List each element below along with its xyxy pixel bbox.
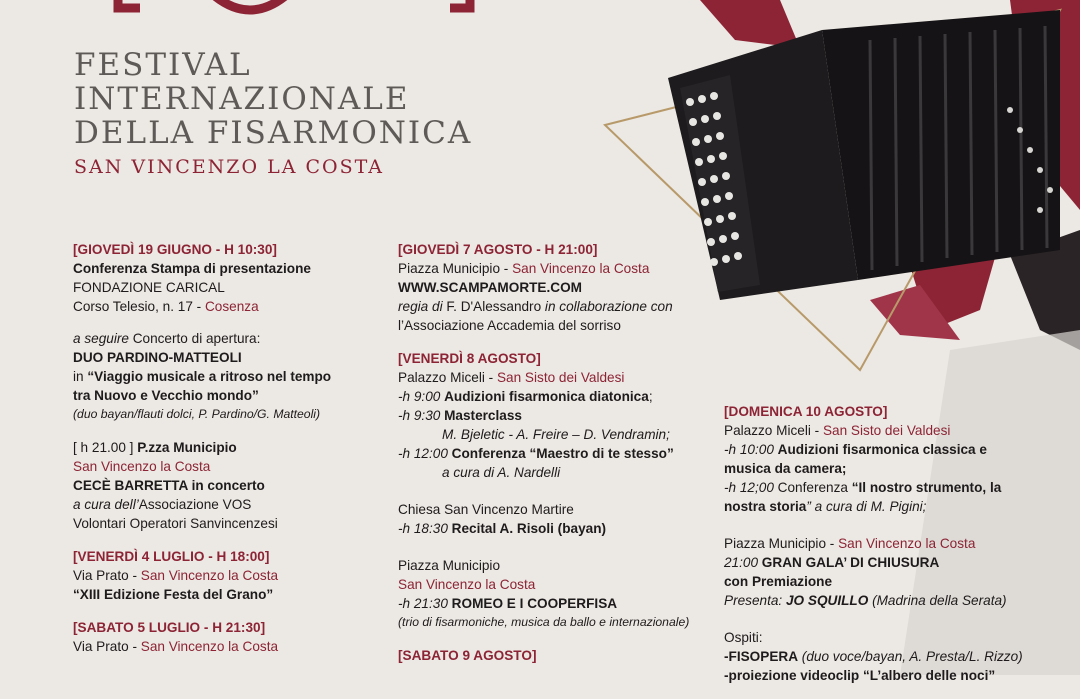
- event-date: [GIOVEDÌ 19 GIUGNO - H 10:30]: [73, 242, 277, 257]
- event-performer: CECÈ BARRETTA in concerto: [73, 478, 265, 493]
- event-town: San Vincenzo la Costa: [73, 459, 211, 474]
- event-19-giugno: [73, 240, 373, 424]
- event-guests: [724, 628, 1064, 685]
- event-note: (duo bayan/flauti dolci, P. Pardino/G. Matteoli): [73, 407, 321, 421]
- event-8-agosto-evening: [398, 556, 708, 632]
- festival-header: [74, 48, 472, 178]
- event-item: -h 10:00 Audizioni fisarmonica classica e: [724, 442, 987, 457]
- event-location: Palazzo Miceli - San Sisto dei Valdesi: [724, 423, 951, 438]
- event-item: -h 9:30 Masterclass: [398, 408, 522, 423]
- event-item: -h 18:30 Recital A. Risoli (bayan): [398, 521, 607, 536]
- event-town: San Vincenzo la Costa: [398, 577, 536, 592]
- event-date: [GIOVEDÌ 7 AGOSTO - H 21:00]: [398, 242, 598, 257]
- event-date: [DOMENICA 10 AGOSTO]: [724, 404, 888, 419]
- event-note: (trio di fisarmoniche, musica da ballo e internazionale): [398, 615, 690, 629]
- event-date: [SABATO 9 AGOSTO]: [398, 648, 537, 663]
- event-item: -h 21:30 ROMEO E I COOPERFISA: [398, 596, 618, 611]
- event-item: -h 12;00 Conferenza “Il nostro strumento, la: [724, 480, 1002, 495]
- event-5-luglio: [73, 618, 373, 656]
- event-8-agosto-recital: [398, 500, 708, 538]
- event-curator: a cura di A. Nardelli: [442, 465, 561, 480]
- event-location: Via Prato - San Vincenzo la Costa: [73, 568, 279, 583]
- festival-title-line-1: FESTIVAL: [74, 47, 252, 83]
- festival-subtitle: SAN VINCENZO LA COSTA: [74, 156, 384, 178]
- festival-title-line-3: DELLA FISARMONICA: [74, 115, 473, 151]
- accordion-image: [668, 10, 1060, 300]
- event-19-giugno-evening: [73, 438, 373, 533]
- event-item: -h 9:00 Audizioni fisarmonica diatonica;: [398, 389, 653, 404]
- event-credits: regia di F. D'Alessandro in collaborazione con: [398, 299, 673, 314]
- event-7-agosto: [398, 240, 708, 335]
- program-column-1: [73, 240, 373, 670]
- event-item-cont: musica da camera;: [724, 461, 847, 476]
- guest-item: -proiezione videoclip “L’albero delle noci”: [724, 668, 996, 683]
- event-title-cont: con Premiazione: [724, 574, 833, 589]
- event-location: Piazza Municipio: [398, 558, 500, 573]
- event-date: [VENERDÌ 8 AGOSTO]: [398, 351, 541, 366]
- event-4-luglio: [73, 547, 373, 604]
- event-time-venue: [ h 21.00 ] P.zza Municipio: [73, 440, 237, 455]
- event-item-cont: nostra storia” a cura di M. Pigini;: [724, 499, 927, 514]
- event-date: [SABATO 5 LUGLIO - H 21:30]: [73, 620, 266, 635]
- festival-title-line-2: INTERNAZIONALE: [74, 81, 410, 117]
- logo-fragment: [118, 0, 470, 10]
- event-location: Piazza Municipio - San Vincenzo la Costa: [724, 536, 976, 551]
- crimson-shard-top: [700, 0, 800, 48]
- event-location: Piazza Municipio - San Vincenzo la Costa: [398, 261, 650, 276]
- event-title: 21:00 GRAN GALA’ DI CHIUSURA: [724, 555, 940, 570]
- event-concert-title: in “Viaggio musicale a ritroso nel tempo: [73, 369, 332, 384]
- event-teachers: M. Bjeletic - A. Freire – D. Vendramin;: [442, 427, 670, 442]
- event-location: Via Prato - San Vincenzo la Costa: [73, 639, 279, 654]
- event-location: Chiesa San Vincenzo Martire: [398, 502, 574, 517]
- event-8-agosto: [398, 349, 708, 482]
- event-title: “XIII Edizione Festa del Grano”: [73, 587, 274, 602]
- program-column-2: [398, 240, 708, 679]
- program-column-3: [724, 402, 1064, 699]
- event-9-agosto: [398, 646, 708, 665]
- event-title: Conferenza Stampa di presentazione: [73, 261, 311, 276]
- event-location: Palazzo Miceli - San Sisto dei Valdesi: [398, 370, 625, 385]
- event-organizer-full: Volontari Operatori Sanvincenzesi: [73, 516, 278, 531]
- event-10-agosto: [724, 402, 1064, 516]
- event-host: Presenta: JO SQUILLO (Madrina della Serata): [724, 593, 1007, 608]
- event-venue: FONDAZIONE CARICAL: [73, 280, 225, 295]
- event-title: WWW.SCAMPAMORTE.COM: [398, 280, 582, 295]
- event-gala: [724, 534, 1064, 610]
- event-date: [VENERDÌ 4 LUGLIO - H 18:00]: [73, 549, 270, 564]
- event-organizer: a cura dell’Associazione VOS: [73, 497, 252, 512]
- event-performer: DUO PARDINO-MATTEOLI: [73, 350, 242, 365]
- guests-label: Ospiti:: [724, 630, 763, 645]
- guest-item: -FISOPERA (duo voce/bayan, A. Presta/L. Rizzo): [724, 649, 1023, 664]
- event-item: -h 12:00 Conferenza “Maestro di te stesso”: [398, 446, 674, 461]
- event-followup: a seguire Concerto di apertura:: [73, 331, 261, 346]
- event-address: Corso Telesio, n. 17 - Cosenza: [73, 299, 259, 314]
- event-partner: l’Associazione Accademia del sorriso: [398, 318, 621, 333]
- event-concert-title-cont: tra Nuovo e Vecchio mondo”: [73, 388, 259, 403]
